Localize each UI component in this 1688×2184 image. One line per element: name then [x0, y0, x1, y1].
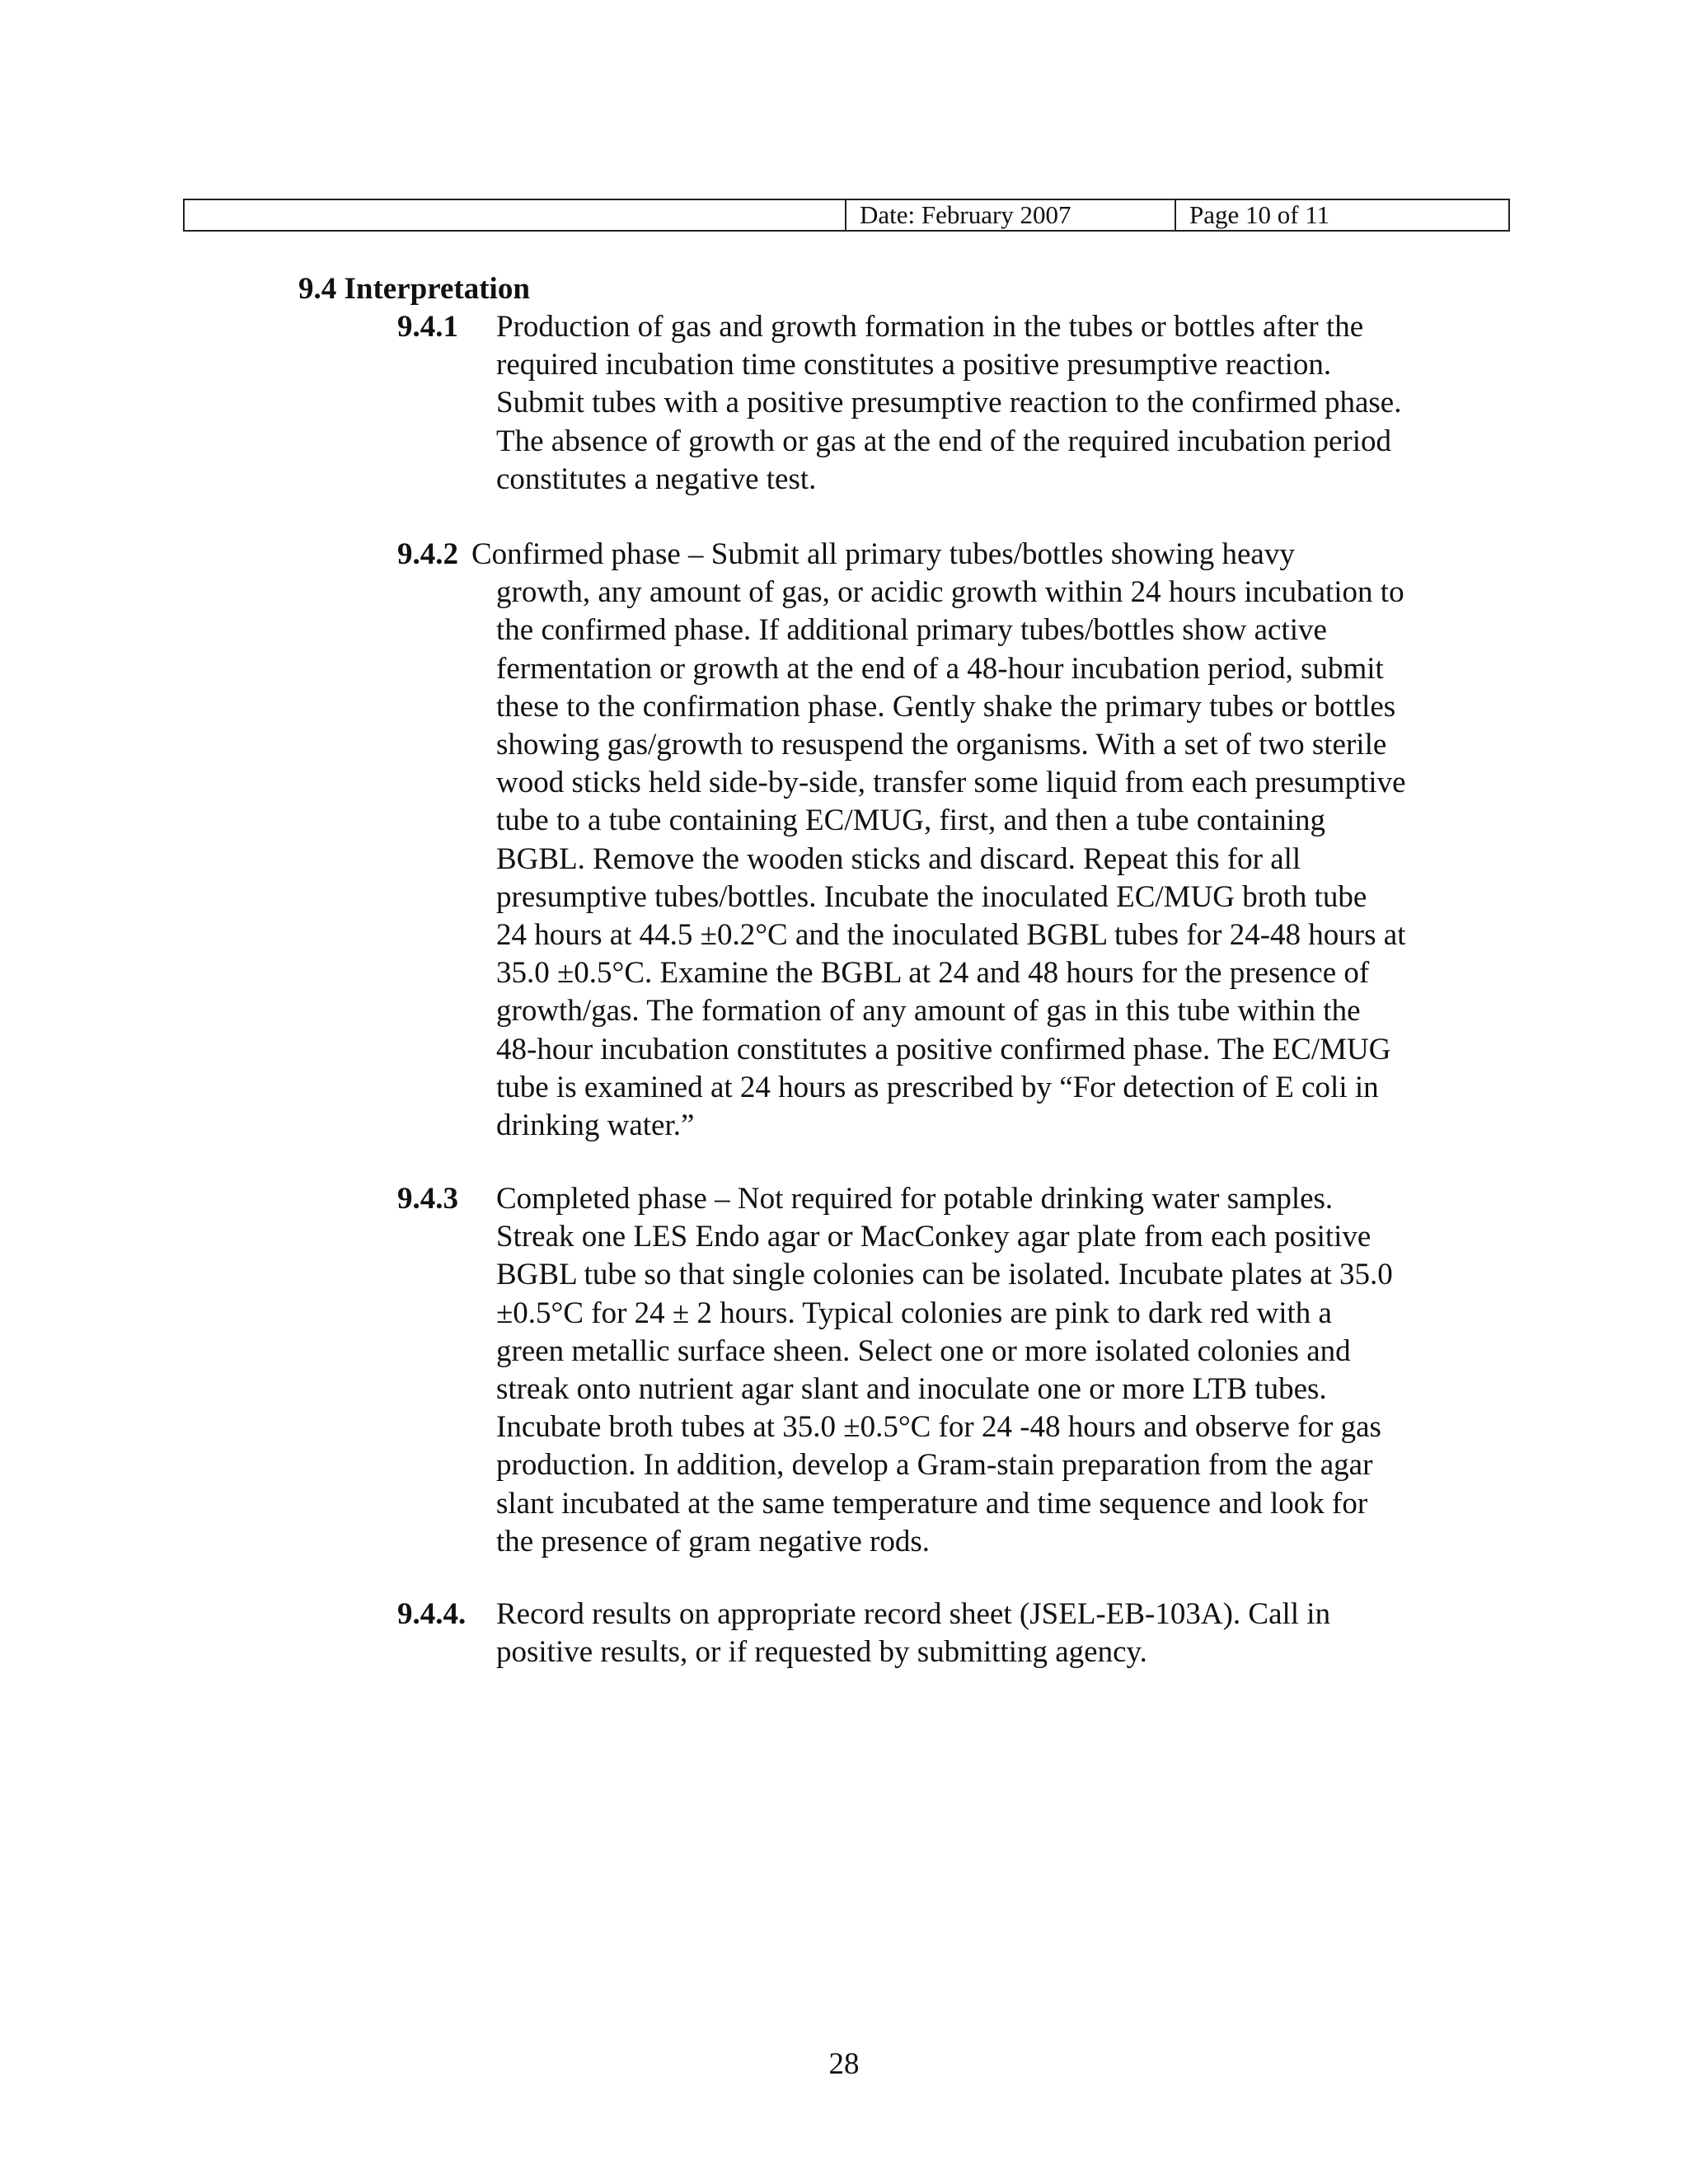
header-date-cell	[846, 200, 1176, 230]
text-line: BGBL. Remove the wooden sticks and discard. Repeat this for all	[496, 841, 1301, 876]
text-line: 24 hours at 44.5 ±0.2°C and the inoculated BGBL tubes for 24-48 hours at	[496, 918, 1406, 953]
item-body	[496, 1180, 1506, 1561]
header-date: Date: February 2007	[860, 200, 1071, 229]
text-line: green metallic surface sheen. Select one or more isolated colonies and	[496, 1333, 1351, 1368]
text-line: these to the confirmation phase. Gently shake the primary tubes or bottles	[496, 689, 1396, 724]
text-line: the presence of gram negative rods.	[496, 1524, 931, 1558]
text-line: presumptive tubes/bottles. Incubate the inoculated EC/MUG broth tube	[496, 879, 1367, 914]
item-body	[496, 1596, 1506, 1671]
text-line: tube to a tube containing EC/MUG, first, and then a tube containing	[496, 804, 1325, 838]
text-line: the confirmed phase. If additional primary tubes/bottles show active	[496, 613, 1327, 648]
header-page-cell	[1176, 200, 1508, 230]
text-line: 35.0 ±0.5°C. Examine the BGBL at 24 and 48 hours for the presence of	[496, 956, 1370, 991]
text-line: Production of gas and growth formation in the tubes or bottles after the	[496, 310, 1364, 344]
header-page: Page 10 of 11	[1189, 200, 1330, 229]
text-line: growth, any amount of gas, or acidic growth within 24 hours incubation to	[496, 575, 1404, 610]
text-line: drinking water.”	[496, 1108, 695, 1143]
item-body	[496, 308, 1506, 499]
text-line: streak onto nutrient agar slant and inoculate one or more LTB tubes.	[496, 1372, 1327, 1407]
text-line: BGBL tube so that single colonies can be isolated. Incubate plates at 35.0	[496, 1258, 1393, 1292]
text-line: showing gas/growth to resuspend the organisms. With a set of two sterile	[496, 728, 1387, 762]
page-number: 28	[828, 2047, 860, 2081]
text-line: constitutes a negative test.	[496, 462, 817, 496]
item-number: 9.4.3	[397, 1182, 458, 1216]
text-line: growth/gas. The formation of any amount of gas in this tube within the	[496, 994, 1361, 1029]
text-line: wood sticks held side-by-side, transfer some liquid from each presumptive	[496, 766, 1406, 800]
text-line: slant incubated at the same temperature and time sequence and look for	[496, 1486, 1368, 1521]
item-number: 9.4.1	[397, 310, 458, 344]
text-line: production. In addition, develop a Gram-stain preparation from the agar	[496, 1448, 1373, 1483]
item-body	[471, 536, 1506, 1145]
text-line: 48-hour incubation constitutes a positive confirmed phase. The EC/MUG	[496, 1032, 1391, 1066]
text-line: Confirmed phase – Submit all primary tubes/bottles showing heavy	[471, 537, 1295, 571]
text-line: Completed phase – Not required for potable drinking water samples.	[496, 1182, 1334, 1216]
text-line: Submit tubes with a positive presumptive reaction to the confirmed phase.	[496, 386, 1402, 420]
text-line: Streak one LES Endo agar or MacConkey agar plate from each positive	[496, 1220, 1372, 1254]
header-empty-cell	[185, 200, 846, 230]
text-line: required incubation time constitutes a positive presumptive reaction.	[496, 348, 1332, 382]
document-header-table	[183, 199, 1510, 232]
text-line: Incubate broth tubes at 35.0 ±0.5°C for 24 -48 hours and observe for gas	[496, 1410, 1381, 1445]
text-line: The absence of growth or gas at the end of the required incubation period	[496, 424, 1391, 458]
text-line: positive results, or if requested by submitting agency.	[496, 1635, 1147, 1670]
text-line: ±0.5°C for 24 ± 2 hours. Typical colonies are pink to dark red with a	[496, 1296, 1332, 1330]
text-line: Record results on appropriate record sheet (JSEL-EB-103A). Call in	[496, 1597, 1331, 1631]
text-line: fermentation or growth at the end of a 48-hour incubation period, submit	[496, 651, 1384, 686]
text-line: tube is examined at 24 hours as prescribed by “For detection of E coli in	[496, 1070, 1379, 1104]
section-title: 9.4 Interpretation	[298, 272, 530, 306]
item-number: 9.4.2	[397, 537, 458, 571]
item-number: 9.4.4.	[397, 1597, 467, 1631]
